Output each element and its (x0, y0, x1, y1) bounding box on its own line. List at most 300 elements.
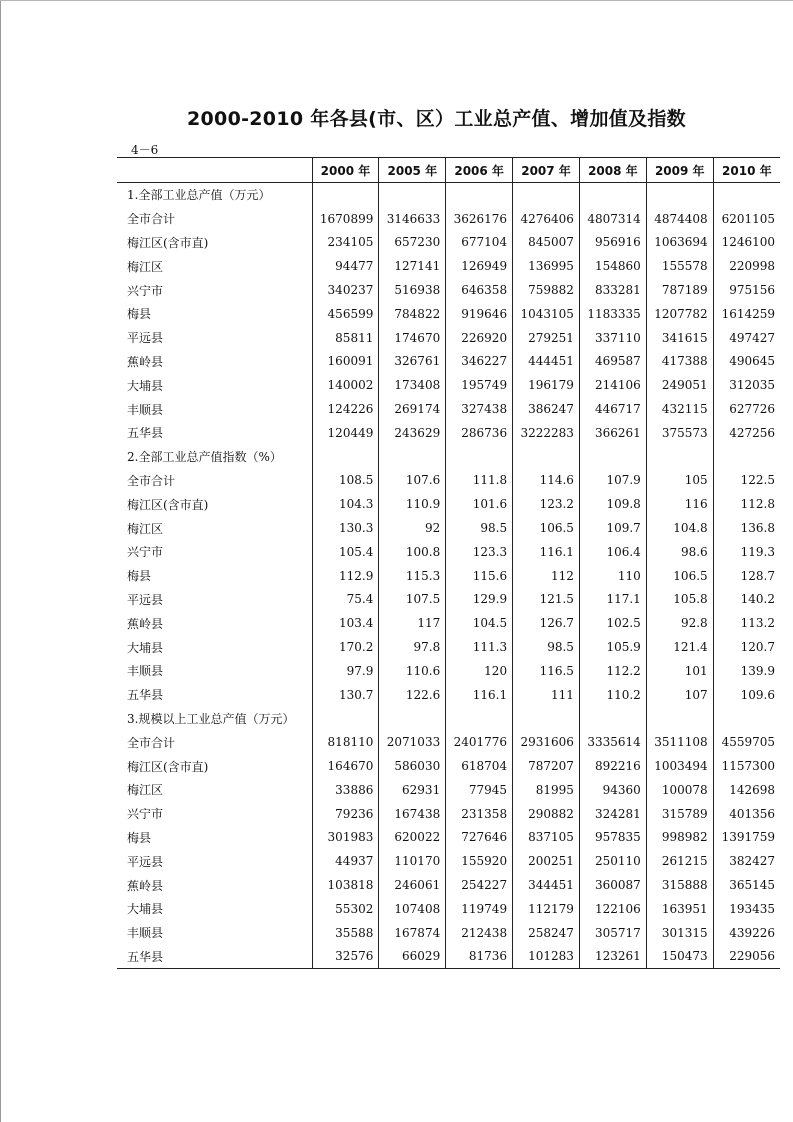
value-cell: 618704 (446, 754, 513, 778)
value-cell: 107 (646, 683, 713, 707)
value-cell: 55302 (312, 897, 379, 921)
value-cell: 126.7 (513, 611, 580, 635)
value-cell: 122.6 (379, 683, 446, 707)
value-cell: 301983 (312, 826, 379, 850)
value-cell: 114.6 (513, 469, 580, 493)
table-row (117, 588, 780, 612)
value-cell: 81995 (513, 778, 580, 802)
value-cell: 315888 (646, 873, 713, 897)
row-label: 丰顺县 (127, 402, 164, 417)
table-row (117, 492, 780, 516)
table-row (117, 421, 780, 445)
value-cell: 382427 (713, 849, 780, 873)
header-cell-2009: 2009 年 (646, 158, 713, 183)
value-cell: 112.8 (713, 492, 780, 516)
value-cell: 107408 (379, 897, 446, 921)
value-cell: 173408 (379, 373, 446, 397)
value-cell: 1391759 (713, 826, 780, 850)
document-title: 2000-2010 年各县(市、区）工业总产值、增加值及指数 (187, 108, 686, 130)
row-label: 蕉岭县 (127, 354, 164, 369)
value-cell: 107.9 (579, 469, 646, 493)
value-cell: 97.9 (312, 659, 379, 683)
value-cell: 130.7 (312, 683, 379, 707)
row-label: 梅江区 (127, 259, 164, 274)
value-cell: 417388 (646, 350, 713, 374)
value-cell (646, 707, 713, 731)
table-row (117, 611, 780, 635)
row-label: 蕉岭县 (127, 878, 164, 893)
value-cell: 116.1 (513, 540, 580, 564)
value-cell: 170.2 (312, 635, 379, 659)
value-cell: 106.5 (646, 564, 713, 588)
row-label: 蕉岭县 (127, 616, 164, 631)
value-cell: 105.4 (312, 540, 379, 564)
value-cell: 1003494 (646, 754, 713, 778)
value-cell: 123.3 (446, 540, 513, 564)
value-cell: 111.3 (446, 635, 513, 659)
value-cell (713, 707, 780, 731)
value-cell: 1063694 (646, 231, 713, 255)
value-cell: 98.6 (646, 540, 713, 564)
value-cell: 109.6 (713, 683, 780, 707)
table-number: 4－6 (131, 143, 159, 157)
value-cell (579, 445, 646, 469)
value-cell: 81736 (446, 945, 513, 969)
table-row (117, 897, 780, 921)
value-cell: 115.6 (446, 564, 513, 588)
value-cell: 100078 (646, 778, 713, 802)
table-row (117, 873, 780, 897)
value-cell: 469587 (579, 350, 646, 374)
header-cell-2000: 2000 年 (312, 158, 379, 183)
value-cell: 290882 (513, 802, 580, 826)
table-row (117, 469, 780, 493)
value-cell (646, 183, 713, 207)
value-cell: 94360 (579, 778, 646, 802)
value-cell: 2931606 (513, 730, 580, 754)
value-cell: 341615 (646, 326, 713, 350)
value-cell: 106.5 (513, 516, 580, 540)
value-cell: 154860 (579, 254, 646, 278)
value-cell: 196179 (513, 373, 580, 397)
value-cell: 104.5 (446, 611, 513, 635)
table-row (117, 516, 780, 540)
value-cell (713, 445, 780, 469)
table-row (117, 683, 780, 707)
value-cell: 3626176 (446, 207, 513, 231)
row-label: 平远县 (127, 854, 164, 869)
value-cell: 101.6 (446, 492, 513, 516)
value-cell: 124226 (312, 397, 379, 421)
value-cell: 112.2 (579, 659, 646, 683)
section-header-row (117, 183, 780, 207)
row-label: 兴宁市 (127, 807, 164, 822)
value-cell: 845007 (513, 231, 580, 255)
value-cell: 892216 (579, 754, 646, 778)
value-cell: 787207 (513, 754, 580, 778)
value-cell: 32576 (312, 945, 379, 969)
value-cell: 116.5 (513, 659, 580, 683)
value-cell: 44937 (312, 849, 379, 873)
section-title: 2.全部工业总产值指数（%） (127, 450, 282, 465)
row-label: 梅县 (127, 569, 152, 584)
value-cell: 98.5 (513, 635, 580, 659)
value-cell: 269174 (379, 397, 446, 421)
value-cell: 279251 (513, 326, 580, 350)
row-label: 梅江区 (127, 521, 164, 536)
value-cell: 1043105 (513, 302, 580, 326)
table-row (117, 207, 780, 231)
value-cell: 346227 (446, 350, 513, 374)
statistics-table (117, 157, 780, 969)
value-cell: 301315 (646, 921, 713, 945)
value-cell: 490645 (713, 350, 780, 374)
value-cell: 427256 (713, 421, 780, 445)
value-cell: 818110 (312, 730, 379, 754)
row-label: 五华县 (117, 945, 312, 969)
value-cell: 261215 (646, 849, 713, 873)
value-cell: 97.8 (379, 635, 446, 659)
value-cell: 340237 (312, 278, 379, 302)
value-cell: 111.8 (446, 469, 513, 493)
value-cell: 117 (379, 611, 446, 635)
value-cell: 174670 (379, 326, 446, 350)
value-cell: 193435 (713, 897, 780, 921)
header-cell-2007: 2007 年 (513, 158, 580, 183)
value-cell: 646358 (446, 278, 513, 302)
row-label: 全市合计 (127, 473, 176, 488)
value-cell: 327438 (446, 397, 513, 421)
value-cell (379, 445, 446, 469)
value-cell: 258247 (513, 921, 580, 945)
row-label: 梅县 (127, 830, 152, 845)
value-cell: 122.5 (713, 469, 780, 493)
table-row (117, 302, 780, 326)
value-cell: 6201105 (713, 207, 780, 231)
value-cell: 116.1 (446, 683, 513, 707)
value-cell: 231358 (446, 802, 513, 826)
value-cell: 446717 (579, 397, 646, 421)
row-label: 全市合计 (127, 735, 176, 750)
value-cell: 4874408 (646, 207, 713, 231)
value-cell: 4276406 (513, 207, 580, 231)
value-cell: 120.7 (713, 635, 780, 659)
page-top-border (0, 0, 793, 1)
row-label: 平远县 (127, 331, 164, 346)
row-label: 平远县 (127, 592, 164, 607)
table-body (117, 183, 780, 969)
value-cell: 136.8 (713, 516, 780, 540)
value-cell: 200251 (513, 849, 580, 873)
table-row (117, 635, 780, 659)
table-row (117, 540, 780, 564)
value-cell: 956916 (579, 231, 646, 255)
table-row (117, 231, 780, 255)
value-cell: 254227 (446, 873, 513, 897)
value-cell (646, 445, 713, 469)
row-label: 梅县 (127, 307, 152, 322)
value-cell: 2401776 (446, 730, 513, 754)
value-cell: 102.5 (579, 611, 646, 635)
table-row (117, 326, 780, 350)
section-header-row (117, 445, 780, 469)
table-row (117, 659, 780, 683)
table-row (117, 350, 780, 374)
value-cell: 3146633 (379, 207, 446, 231)
value-cell: 123.2 (513, 492, 580, 516)
value-cell: 92 (379, 516, 446, 540)
value-cell: 4559705 (713, 730, 780, 754)
value-cell: 1246100 (713, 231, 780, 255)
value-cell: 110.6 (379, 659, 446, 683)
value-cell: 337110 (579, 326, 646, 350)
value-cell: 366261 (579, 421, 646, 445)
value-cell: 155578 (646, 254, 713, 278)
value-cell: 112 (513, 564, 580, 588)
value-cell: 121.4 (646, 635, 713, 659)
value-cell: 1183335 (579, 302, 646, 326)
value-cell: 160091 (312, 350, 379, 374)
value-cell: 120449 (312, 421, 379, 445)
value-cell: 62931 (379, 778, 446, 802)
row-label: 兴宁市 (127, 545, 164, 560)
row-label: 梅江区(含市直) (127, 497, 209, 512)
value-cell: 119749 (446, 897, 513, 921)
value-cell: 4807314 (579, 207, 646, 231)
value-cell: 35588 (312, 921, 379, 945)
row-label: 丰顺县 (127, 926, 164, 941)
value-cell: 77945 (446, 778, 513, 802)
value-cell: 116 (646, 492, 713, 516)
value-cell: 150473 (646, 945, 713, 969)
value-cell: 1157300 (713, 754, 780, 778)
value-cell: 103818 (312, 873, 379, 897)
value-cell: 104.3 (312, 492, 379, 516)
value-cell: 121.5 (513, 588, 580, 612)
value-cell (579, 707, 646, 731)
value-cell: 305717 (579, 921, 646, 945)
value-cell: 444451 (513, 350, 580, 374)
section-header-row (117, 707, 780, 731)
table-row (117, 397, 780, 421)
table-row (117, 826, 780, 850)
value-cell: 117.1 (579, 588, 646, 612)
value-cell: 286736 (446, 421, 513, 445)
value-cell: 110.9 (379, 492, 446, 516)
value-cell: 105.9 (579, 635, 646, 659)
header-cell-label (117, 158, 312, 183)
value-cell (446, 707, 513, 731)
table-row (117, 278, 780, 302)
row-label: 五华县 (127, 688, 164, 703)
value-cell: 100.8 (379, 540, 446, 564)
section-title: 1.全部工业总产值（万元） (127, 188, 271, 203)
value-cell: 3511108 (646, 730, 713, 754)
value-cell: 344451 (513, 873, 580, 897)
value-cell: 195749 (446, 373, 513, 397)
value-cell: 234105 (312, 231, 379, 255)
value-cell: 110.2 (579, 683, 646, 707)
value-cell: 128.7 (713, 564, 780, 588)
value-cell: 246061 (379, 873, 446, 897)
value-cell (446, 183, 513, 207)
section-title: 3.规模以上工业总产值（万元） (127, 711, 295, 726)
value-cell: 107.5 (379, 588, 446, 612)
value-cell: 627726 (713, 397, 780, 421)
value-cell: 105 (646, 469, 713, 493)
table-row (117, 730, 780, 754)
value-cell: 360087 (579, 873, 646, 897)
value-cell (513, 445, 580, 469)
value-cell: 155920 (446, 849, 513, 873)
value-cell: 92.8 (646, 611, 713, 635)
row-label: 大埔县 (127, 902, 164, 917)
value-cell (312, 183, 379, 207)
value-cell: 1614259 (713, 302, 780, 326)
value-cell: 136995 (513, 254, 580, 278)
value-cell: 243629 (379, 421, 446, 445)
value-cell: 126949 (446, 254, 513, 278)
value-cell: 108.5 (312, 469, 379, 493)
value-cell: 110 (579, 564, 646, 588)
row-label: 大埔县 (127, 378, 164, 393)
value-cell: 375573 (646, 421, 713, 445)
value-cell: 212438 (446, 921, 513, 945)
value-cell (379, 183, 446, 207)
value-cell: 365145 (713, 873, 780, 897)
value-cell: 787189 (646, 278, 713, 302)
value-cell: 229056 (713, 945, 780, 969)
value-cell: 2071033 (379, 730, 446, 754)
value-cell: 586030 (379, 754, 446, 778)
value-cell: 122106 (579, 897, 646, 921)
value-cell: 140002 (312, 373, 379, 397)
table-row (117, 921, 780, 945)
value-cell: 109.7 (579, 516, 646, 540)
value-cell: 456599 (312, 302, 379, 326)
value-cell: 657230 (379, 231, 446, 255)
table-row (117, 564, 780, 588)
value-cell: 129.9 (446, 588, 513, 612)
row-label: 梅江区 (127, 783, 164, 798)
value-cell: 312035 (713, 373, 780, 397)
header-cell-2010: 2010 年 (713, 158, 780, 183)
header-cell-2005: 2005 年 (379, 158, 446, 183)
value-cell: 107.6 (379, 469, 446, 493)
value-cell: 249051 (646, 373, 713, 397)
value-cell: 998982 (646, 826, 713, 850)
value-cell: 784822 (379, 302, 446, 326)
value-cell: 957835 (579, 826, 646, 850)
row-label: 兴宁市 (127, 283, 164, 298)
table-row (117, 802, 780, 826)
value-cell: 975156 (713, 278, 780, 302)
value-cell: 139.9 (713, 659, 780, 683)
value-cell: 1670899 (312, 207, 379, 231)
value-cell (312, 445, 379, 469)
value-cell (713, 183, 780, 207)
value-cell: 113.2 (713, 611, 780, 635)
value-cell (513, 707, 580, 731)
row-label: 梅江区(含市直) (127, 759, 209, 774)
row-label: 大埔县 (127, 640, 164, 655)
value-cell: 677104 (446, 231, 513, 255)
value-cell: 516938 (379, 278, 446, 302)
value-cell: 109.8 (579, 492, 646, 516)
value-cell: 759882 (513, 278, 580, 302)
value-cell: 214106 (579, 373, 646, 397)
value-cell: 75.4 (312, 588, 379, 612)
value-cell: 432115 (646, 397, 713, 421)
value-cell: 112.9 (312, 564, 379, 588)
page-left-border (0, 0, 1, 1122)
value-cell: 104.8 (646, 516, 713, 540)
value-cell (446, 445, 513, 469)
value-cell: 110170 (379, 849, 446, 873)
table-row (117, 373, 780, 397)
row-label: 全市合计 (127, 212, 176, 227)
value-cell: 94477 (312, 254, 379, 278)
table-row (117, 254, 780, 278)
value-cell: 163951 (646, 897, 713, 921)
value-cell: 220998 (713, 254, 780, 278)
value-cell: 401356 (713, 802, 780, 826)
value-cell: 115.3 (379, 564, 446, 588)
value-cell: 119.3 (713, 540, 780, 564)
value-cell: 101283 (513, 945, 580, 969)
value-cell: 85811 (312, 326, 379, 350)
row-label: 梅江区(含市直) (127, 235, 209, 250)
header-cell-2006: 2006 年 (446, 158, 513, 183)
value-cell: 112179 (513, 897, 580, 921)
table-row (117, 945, 780, 969)
value-cell: 439226 (713, 921, 780, 945)
value-cell: 33886 (312, 778, 379, 802)
value-cell: 386247 (513, 397, 580, 421)
value-cell (579, 183, 646, 207)
table-row (117, 849, 780, 873)
value-cell (312, 707, 379, 731)
value-cell: 142698 (713, 778, 780, 802)
value-cell: 3222283 (513, 421, 580, 445)
value-cell: 620022 (379, 826, 446, 850)
value-cell: 120 (446, 659, 513, 683)
table-row (117, 754, 780, 778)
table-row (117, 778, 780, 802)
value-cell: 833281 (579, 278, 646, 302)
value-cell: 164670 (312, 754, 379, 778)
value-cell: 79236 (312, 802, 379, 826)
value-cell: 727646 (446, 826, 513, 850)
value-cell: 103.4 (312, 611, 379, 635)
value-cell: 919646 (446, 302, 513, 326)
value-cell (379, 707, 446, 731)
value-cell: 167438 (379, 802, 446, 826)
value-cell: 3335614 (579, 730, 646, 754)
value-cell: 66029 (379, 945, 446, 969)
value-cell: 127141 (379, 254, 446, 278)
value-cell: 1207782 (646, 302, 713, 326)
row-label: 丰顺县 (127, 664, 164, 679)
value-cell: 315789 (646, 802, 713, 826)
value-cell: 326761 (379, 350, 446, 374)
header-cell-2008: 2008 年 (579, 158, 646, 183)
value-cell: 324281 (579, 802, 646, 826)
value-cell: 98.5 (446, 516, 513, 540)
value-cell: 105.8 (646, 588, 713, 612)
value-cell: 101 (646, 659, 713, 683)
value-cell (513, 183, 580, 207)
